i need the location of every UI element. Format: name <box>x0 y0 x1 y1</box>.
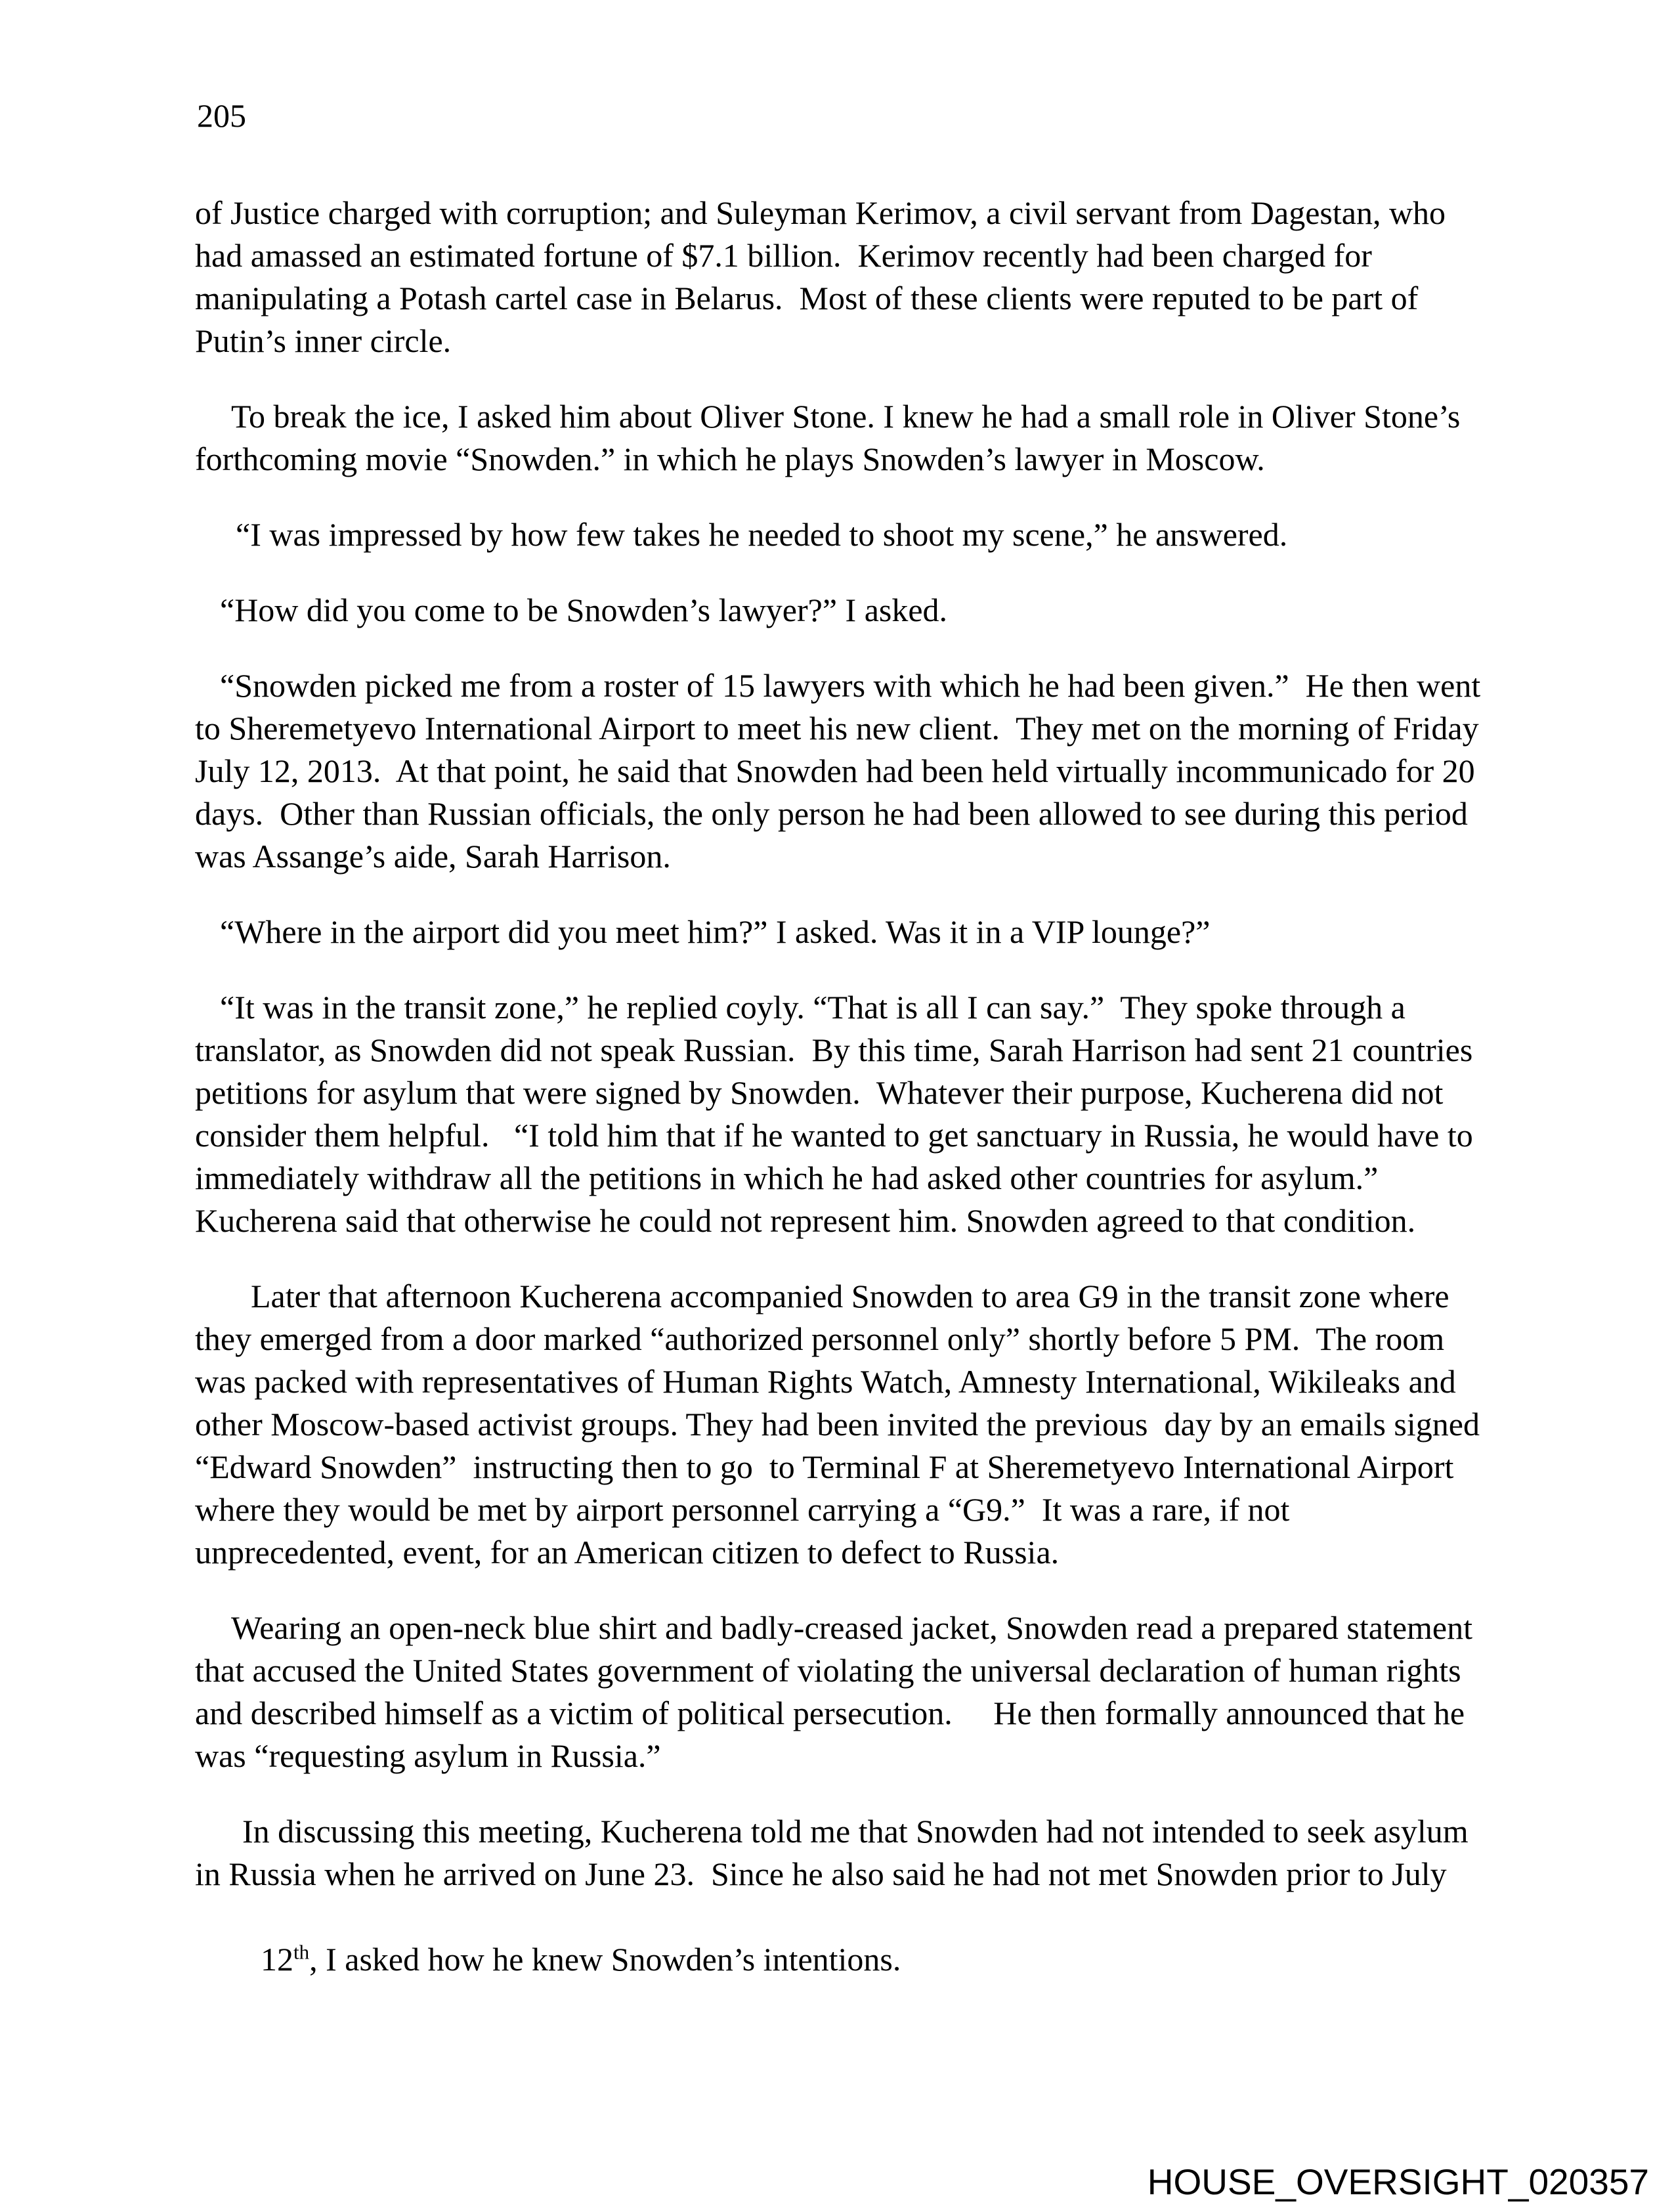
text-line: “Where in the airport did you meet him?” I asked. Was it in a VIP lounge?” <box>220 913 1211 950</box>
text-line: forthcoming movie “Snowden.” in which he plays Snowden’s lawyer in Moscow. <box>195 441 1265 477</box>
paragraph <box>195 664 1482 878</box>
paragraph <box>195 1810 1482 2024</box>
document-body <box>195 192 1482 2024</box>
text-line: translator, as Snowden did not speak Russian. By this time, Sarah Harrison had sent 21 countries <box>195 1031 1473 1068</box>
text-line: “I was impressed by how few takes he needed to shoot my scene,” he answered. <box>236 516 1288 553</box>
text-line: in Russia when he arrived on June 23. Since he also said he had not met Snowden prior to July <box>195 1855 1447 1892</box>
text-line: that accused the United States government of violating the universal declaration of human rights <box>195 1652 1461 1689</box>
text-line: and described himself as a victim of political persecution. He then formally announced that he <box>195 1695 1465 1731</box>
text-line: consider them helpful. “I told him that if he wanted to get sanctuary in Russia, he would have to <box>195 1117 1473 1154</box>
text-line: was “requesting asylum in Russia.” <box>195 1737 661 1774</box>
text-line: To break the ice, I asked him about Oliver Stone. I knew he had a small role in Oliver Stone’s <box>231 398 1461 435</box>
text-line: “How did you come to be Snowden’s lawyer?” I asked. <box>220 592 948 628</box>
paragraph <box>195 513 1482 556</box>
text-line: petitions for asylum that were signed by Snowden. Whatever their purpose, Kucherena did not <box>195 1074 1444 1111</box>
text-line: days. Other than Russian officials, the only person he had been allowed to see during this period <box>195 795 1468 832</box>
text-line: manipulating a Potash cartel case in Belarus. Most of these clients were reputed to be part of <box>195 280 1419 316</box>
text-line: of Justice charged with corruption; and Suleyman Kerimov, a civil servant from Dagestan, who <box>195 194 1446 231</box>
text-run: 12 <box>261 1941 293 1978</box>
text-line <box>195 1896 1482 2024</box>
text-line: “Edward Snowden” instructing then to go to Terminal F at Sheremetyevo International Airport <box>195 1448 1454 1485</box>
text-line: unprecedented, event, for an American citizen to defect to Russia. <box>195 1534 1060 1571</box>
text-line: Wearing an open-neck blue shirt and badly-creased jacket, Snowden read a prepared statement <box>231 1609 1472 1646</box>
text-line: was packed with representatives of Human Rights Watch, Amnesty International, Wikileaks and <box>195 1363 1456 1400</box>
text-line: immediately withdraw all the petitions in which he had asked other countries for asylum.” <box>195 1160 1379 1196</box>
text-line: Later that afternoon Kucherena accompanied Snowden to area G9 in the transit zone where <box>251 1278 1449 1314</box>
paragraph <box>195 1275 1482 1574</box>
text-run: , I asked how he knew Snowden’s intentions. <box>309 1941 901 1978</box>
superscript-text: th <box>293 1940 310 1964</box>
paragraph <box>195 395 1482 481</box>
text-line: was Assange’s aide, Sarah Harrison. <box>195 838 671 875</box>
paragraph <box>195 1607 1482 1777</box>
paragraph <box>195 192 1482 362</box>
text-line: Kucherena said that otherwise he could not represent him. Snowden agreed to that condition. <box>195 1202 1416 1239</box>
text-line: Putin’s inner circle. <box>195 322 452 359</box>
text-line: to Sheremetyevo International Airport to meet his new client. They met on the morning of Friday <box>195 710 1479 747</box>
bates-stamp: HOUSE_OVERSIGHT_020357 <box>1147 2161 1649 2202</box>
paragraph <box>195 986 1482 1242</box>
text-line: “Snowden picked me from a roster of 15 lawyers with which he had been given.” He then went <box>220 667 1481 704</box>
text-line: In discussing this meeting, Kucherena told me that Snowden had not intended to seek asylum <box>242 1813 1469 1850</box>
text-line: “It was in the transit zone,” he replied coyly. “That is all I can say.” They spoke through a <box>220 989 1406 1026</box>
text-line: July 12, 2013. At that point, he said that Snowden had been held virtually incommunicado for 20 <box>195 752 1475 789</box>
page-number: 205 <box>197 97 246 134</box>
paragraph <box>195 911 1482 953</box>
paragraph <box>195 589 1482 632</box>
text-line: where they would be met by airport personnel carrying a “G9.” It was a rare, if not <box>195 1491 1290 1528</box>
text-line: had amassed an estimated fortune of $7.1 billion. Kerimov recently had been charged for <box>195 237 1372 274</box>
text-line: they emerged from a door marked “authorized personnel only” shortly before 5 PM. The room <box>195 1320 1445 1357</box>
text-line: other Moscow-based activist groups. They had been invited the previous day by an emails signed <box>195 1406 1480 1442</box>
